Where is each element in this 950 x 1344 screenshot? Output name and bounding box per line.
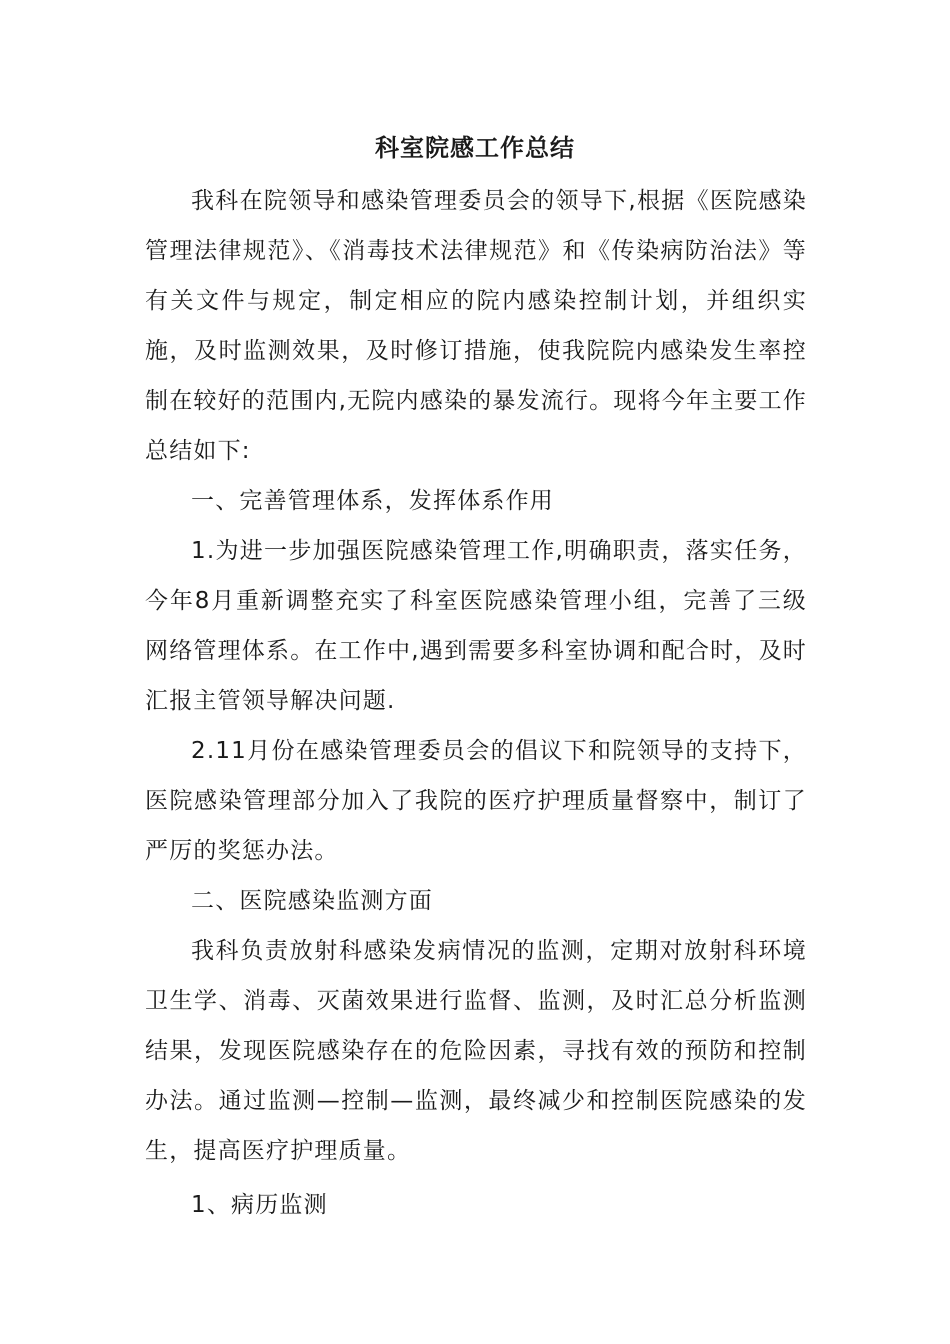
section-heading-2: 二、医院感染监测方面 xyxy=(191,888,433,914)
subsection-heading-1: 1、病历监测 xyxy=(191,1192,328,1218)
document-body xyxy=(145,176,807,1230)
paragraph-1-2: 2.11月份在感染管理委员会的倡议下和院领导的支持下，医院感染管理部分加入了我院的医疗护理质量督察中，制订了严厉的奖惩办法。 xyxy=(145,738,807,864)
paragraph-2-intro: 我科负责放射科感染发病情况的监测，定期对放射科环境卫生学、消毒、灭菌效果进行监督、监测，及时汇总分析监测结果，发现医院感染存在的危险因素，寻找有效的预防和控制办法。通过监测—控制—监测，最终减少和控制医院感染的发生，提高医疗护理质量。 xyxy=(145,938,807,1164)
intro-paragraph: 我科在院领导和感染管理委员会的领导下,根据《医院感染管理法律规范》、《消毒技术法律规范》和《传染病防治法》等有关文件与规定，制定相应的院内感染控制计划，并组织实施，及时监测效果，及时修订措施，使我院院内感染发生率控制在较好的范围内,无院内感染的暴发流行。现将今年主要工作总结如下: xyxy=(145,188,807,464)
document-title: 科室院感工作总结 xyxy=(375,133,575,162)
paragraph-1-1: 1.为进一步加强医院感染管理工作,明确职责，落实任务，今年8月重新调整充实了科室医院感染管理小组，完善了三级网络管理体系。在工作中,遇到需要多科室协调和配合时，及时汇报主管领导解决问题. xyxy=(145,538,807,714)
section-heading-1: 一、完善管理体系，发挥体系作用 xyxy=(191,488,554,514)
